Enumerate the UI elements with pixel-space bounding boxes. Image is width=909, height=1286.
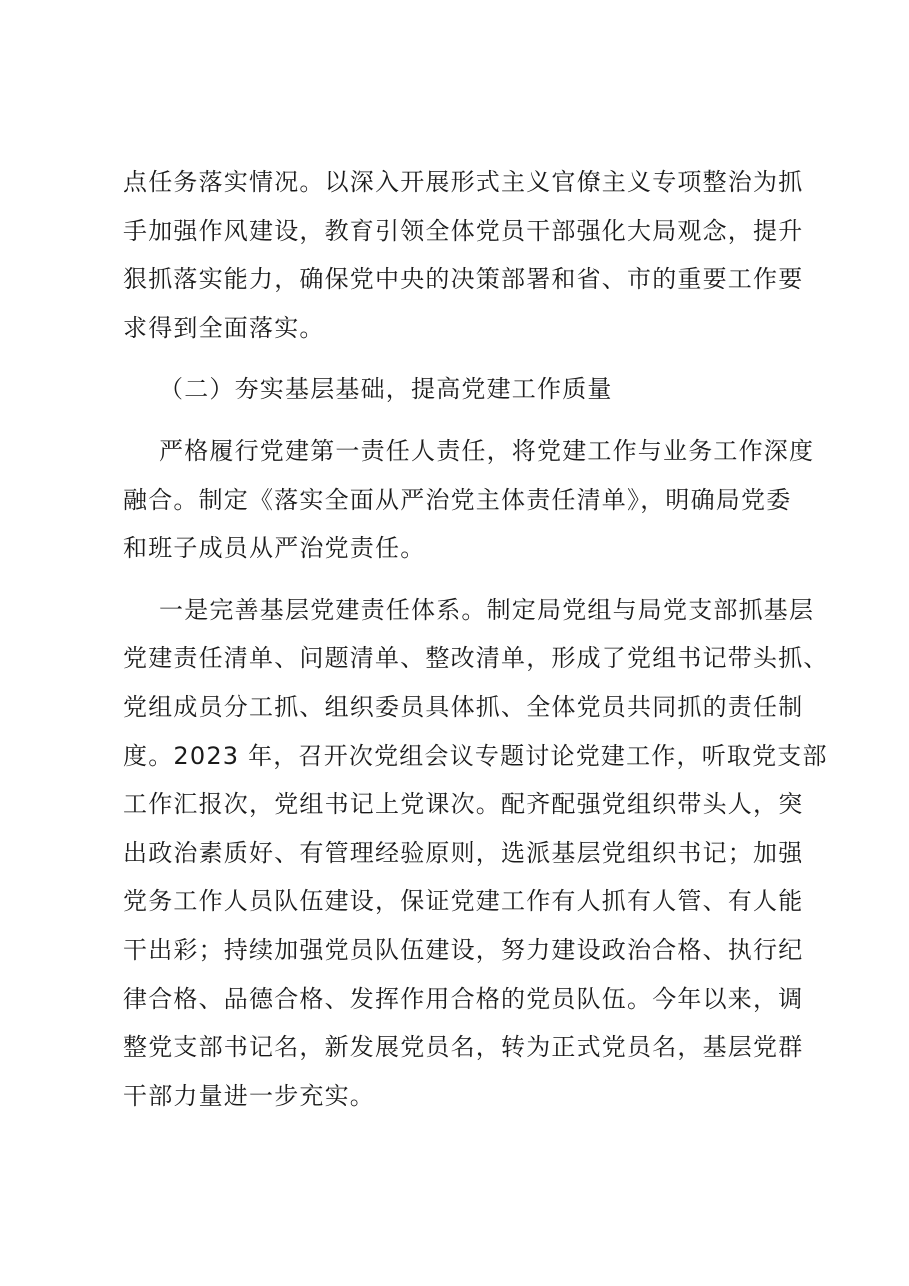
- paragraph-continuation: [123, 158, 809, 352]
- paragraph-responsibility: [123, 427, 815, 573]
- text-line: 求得到全面落实。: [123, 313, 325, 342]
- text-line: 整党支部书记名，新发展党员名，转为正式党员名，基层党群: [123, 1033, 804, 1062]
- heading-line: （二）夯实基层基础，提高党建工作质量: [159, 375, 613, 404]
- text-line: 融合。制定《落实全面从严治党主体责任清单》，明确局党委: [123, 485, 792, 514]
- paragraph-spacer: [123, 414, 809, 427]
- text-line: 一是完善基层党建责任体系。制定局党组与局党支部抓基层: [159, 595, 815, 624]
- paragraph-spacer: [123, 352, 809, 365]
- text-line: 手加强作风建设，教育引领全体党员干部强化大局观念，提升: [123, 216, 804, 245]
- text-line: 工作汇报次，党组书记上党课次。配齐配强党组织带头人，突: [123, 790, 804, 819]
- text-line: 点任务落实情况。以深入开展形式主义官僚主义专项整治为抓: [123, 168, 804, 196]
- paragraph-spacer: [123, 573, 809, 586]
- paragraph-system: [123, 586, 829, 1121]
- text-line: 和班子成员从严治党责任。: [123, 534, 426, 563]
- text-line: 党建责任清单、问题清单、整改清单，形成了党组书记带头抓、: [123, 644, 829, 673]
- document-body: [123, 158, 829, 1120]
- text-line: 党务工作人员队伍建设，保证党建工作有人抓有人管、有人能: [123, 887, 804, 916]
- text-line: 出政治素质好、有管理经验原则，选派基层党组织书记；加强: [123, 838, 804, 867]
- text-line: 律合格、品德合格、发挥作用合格的党员队伍。今年以来，调: [123, 984, 804, 1013]
- text-line: 干部力量进一步充实。: [123, 1081, 375, 1110]
- text-line: 狠抓落实能力，确保党中央的决策部署和省、市的重要工作要: [123, 265, 804, 294]
- text-line: 度。2023 年，召开次党组会议专题讨论党建工作，听取党支部: [123, 741, 828, 770]
- text-line: 党组成员分工抓、组织委员具体抓、全体党员共同抓的责任制: [123, 692, 804, 721]
- text-line: 严格履行党建第一责任人责任，将党建工作与业务工作深度: [159, 436, 815, 465]
- section-heading: [123, 365, 809, 414]
- text-line: 干出彩；持续加强党员队伍建设，努力建设政治合格、执行纪: [123, 935, 804, 964]
